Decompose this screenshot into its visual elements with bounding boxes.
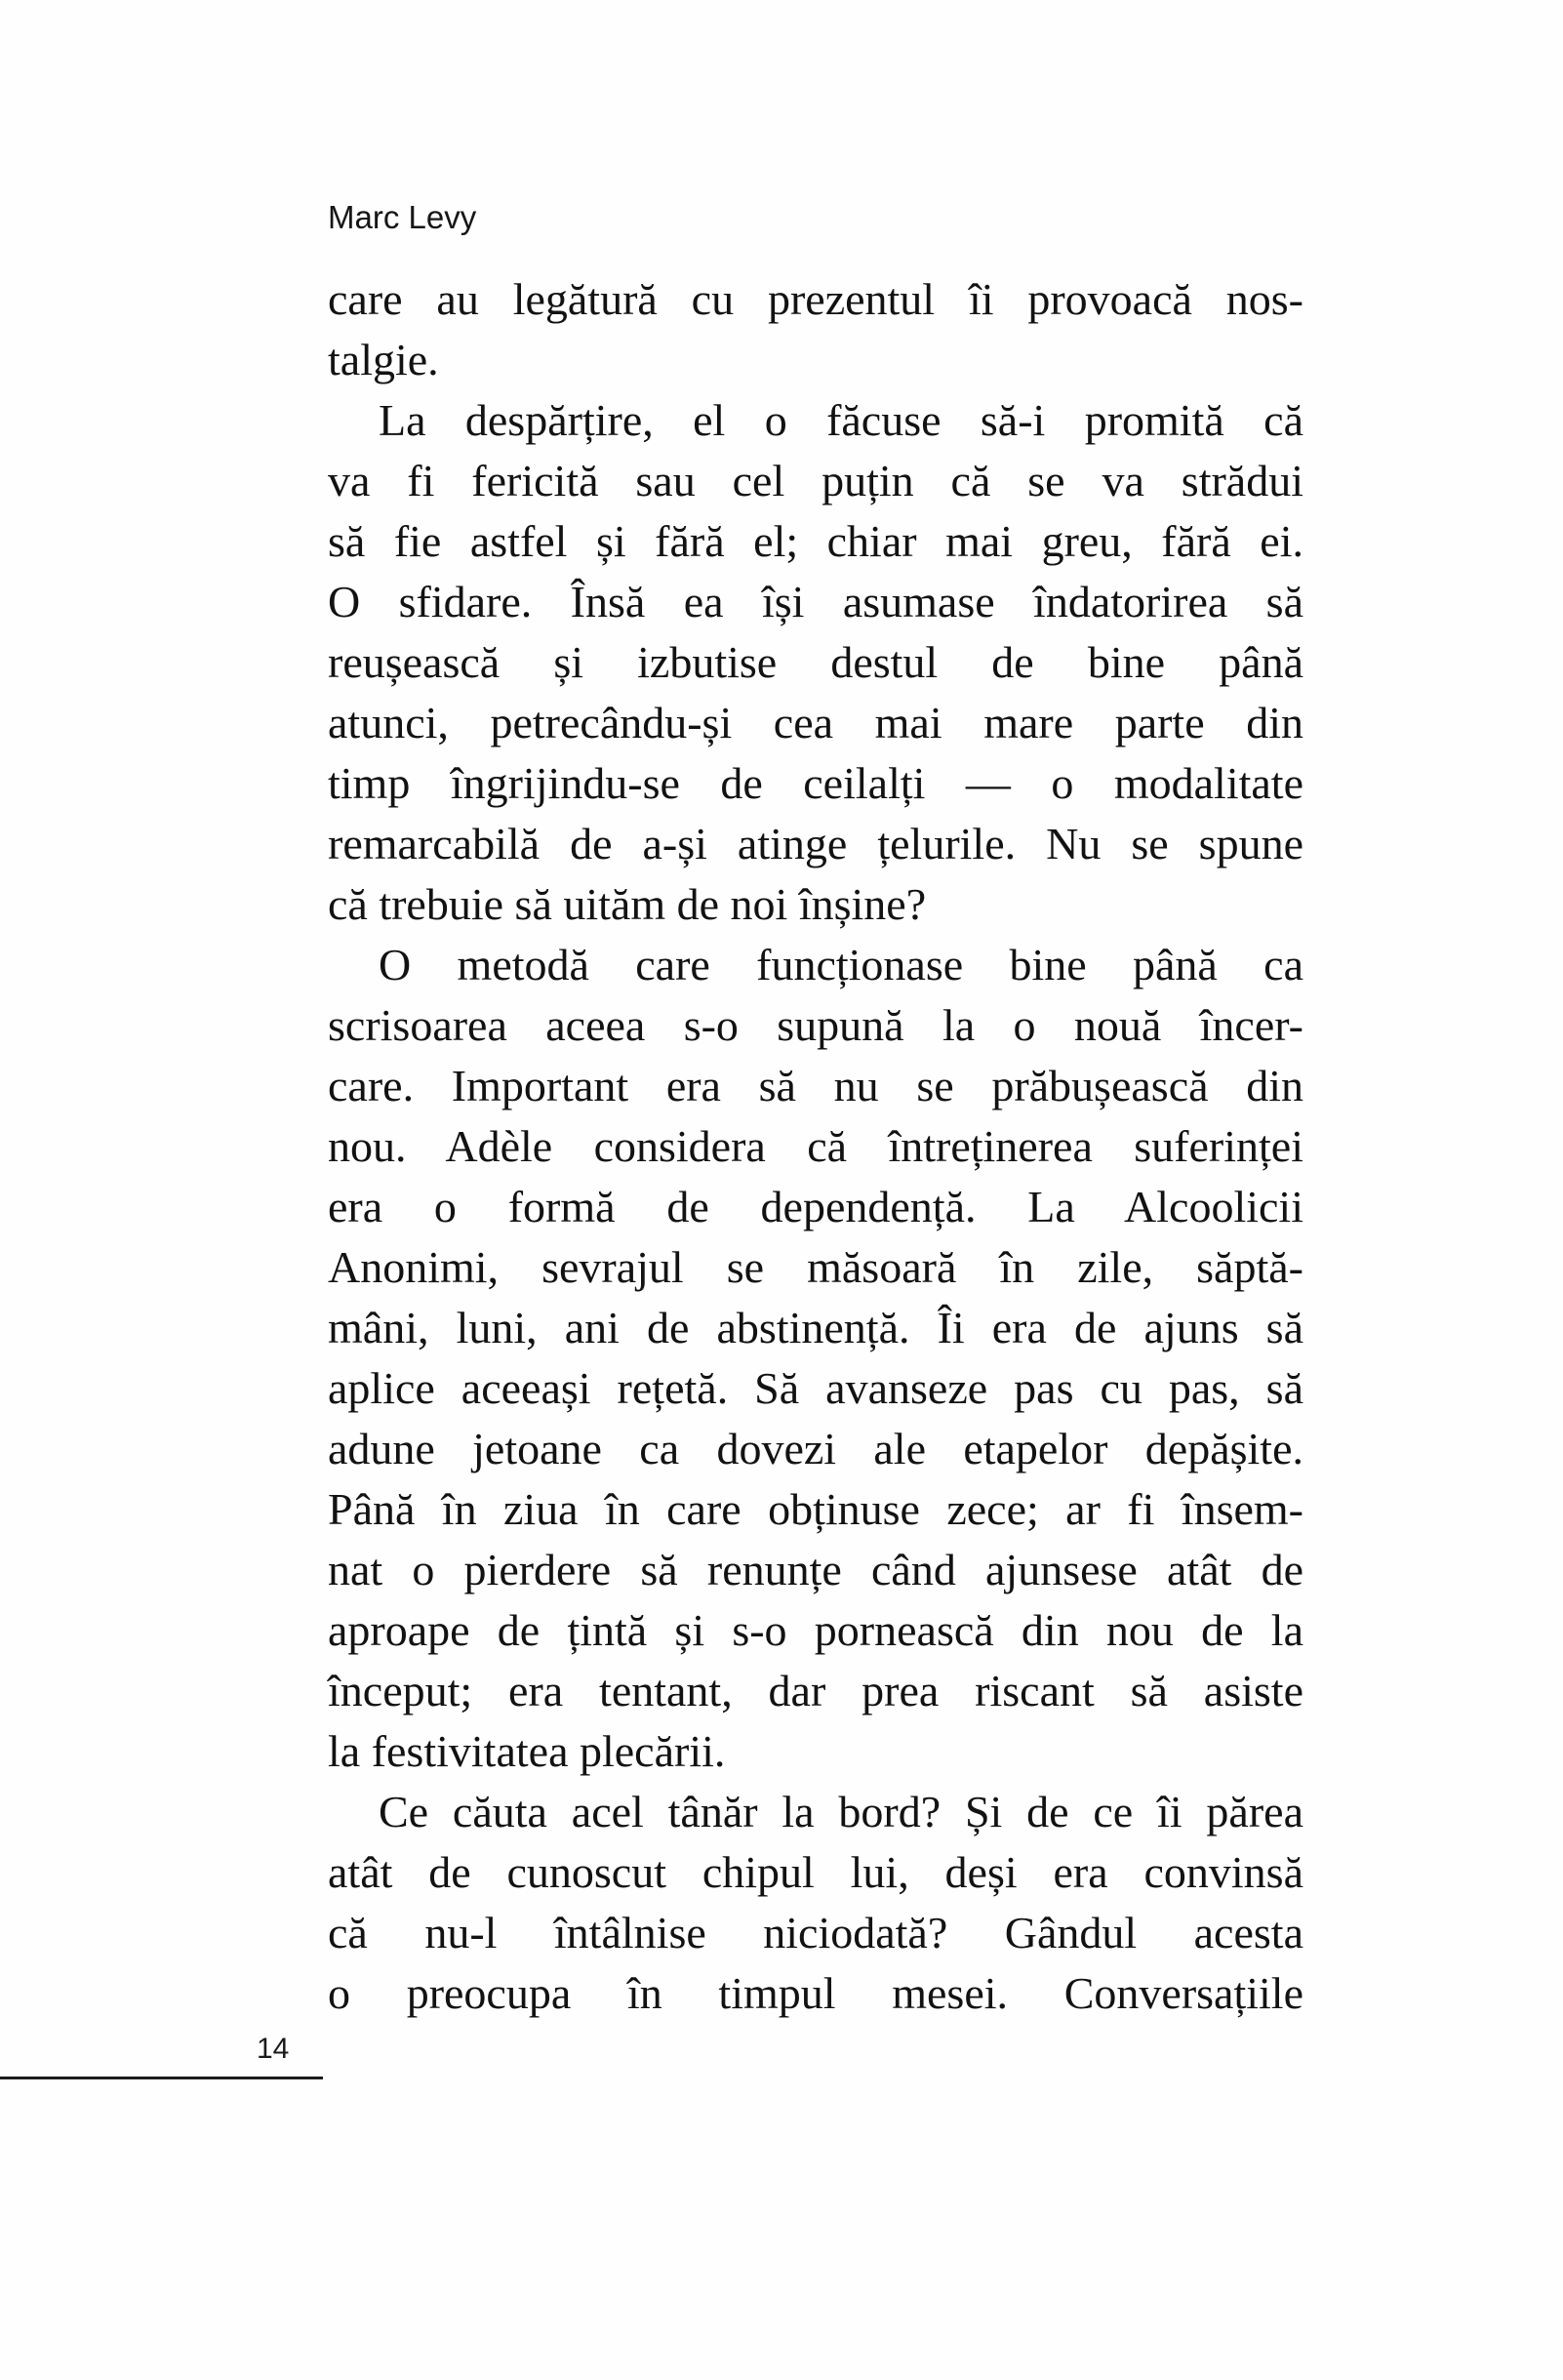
text-line: scrisoarea aceea s-o supună la o nouă încer- <box>328 1000 1303 1050</box>
text-line: va fi fericită sau cel puțin că se va strădui <box>328 456 1303 505</box>
text-line: nou. Adèle considera că întreținerea suferinței <box>328 1121 1303 1171</box>
text-line: remarcabilă de a-și atinge țelurile. Nu se spune <box>328 819 1303 868</box>
text-line: Anonimi, sevrajul se măsoară în zile, săptă- <box>328 1242 1303 1292</box>
text-line: mâni, luni, ani de abstinență. Îi era de ajuns să <box>328 1303 1303 1352</box>
text-line: că trebuie să uităm de noi înșine? <box>328 879 927 929</box>
body-text <box>328 269 1303 2024</box>
page-number: 14 <box>257 2033 290 2065</box>
text-line: nat o pierdere să renunțe când ajunsese atât de <box>328 1545 1303 1594</box>
text-line: reușească și izbutise destul de bine până <box>328 637 1303 687</box>
text-line: adune jetoane ca dovezi ale etapelor depășite. <box>328 1424 1303 1473</box>
text-line: o preocupa în timpul mesei. Conversațiile <box>328 1968 1303 2018</box>
footer-rule <box>0 2077 323 2079</box>
text-line: O metodă care funcționase bine până ca <box>379 940 1303 989</box>
text-line: atunci, petrecându-și cea mai mare parte din <box>328 698 1303 747</box>
text-line: La despărțire, el o făcuse să-i promită că <box>379 395 1303 445</box>
text-line: început; era tentant, dar prea riscant să asiste <box>328 1666 1303 1715</box>
text-line: să fie astfel și fără el; chiar mai greu, fără ei. <box>328 516 1303 566</box>
text-line: talgie. <box>328 335 439 384</box>
text-line: aproape de țintă și s-o pornească din nou de la <box>328 1605 1303 1655</box>
text-line: Până în ziua în care obținuse zece; ar fi însem- <box>328 1484 1303 1534</box>
text-line: timp îngrijindu-se de ceilalți — o modalitate <box>328 758 1303 808</box>
text-line: Ce căuta acel tânăr la bord? Și de ce îi părea <box>379 1787 1303 1836</box>
text-line: la festivitatea plecării. <box>328 1726 726 1776</box>
author-header: Marc Levy <box>328 199 477 235</box>
text-line: că nu-l întâlnise niciodată? Gândul acesta <box>328 1908 1303 1957</box>
text-line: era o formă de dependență. La Alcoolicii <box>328 1182 1303 1231</box>
text-line: atât de cunoscut chipul lui, deși era convinsă <box>328 1847 1303 1897</box>
text-line: O sfidare. Însă ea își asumase îndatorirea să <box>328 577 1303 626</box>
text-line: care. Important era să nu se prăbușească din <box>328 1061 1303 1110</box>
text-line: care au legătură cu prezentul îi provoacă nos- <box>328 274 1303 324</box>
text-line: aplice aceeași rețetă. Să avanseze pas cu pas, să <box>328 1363 1303 1413</box>
